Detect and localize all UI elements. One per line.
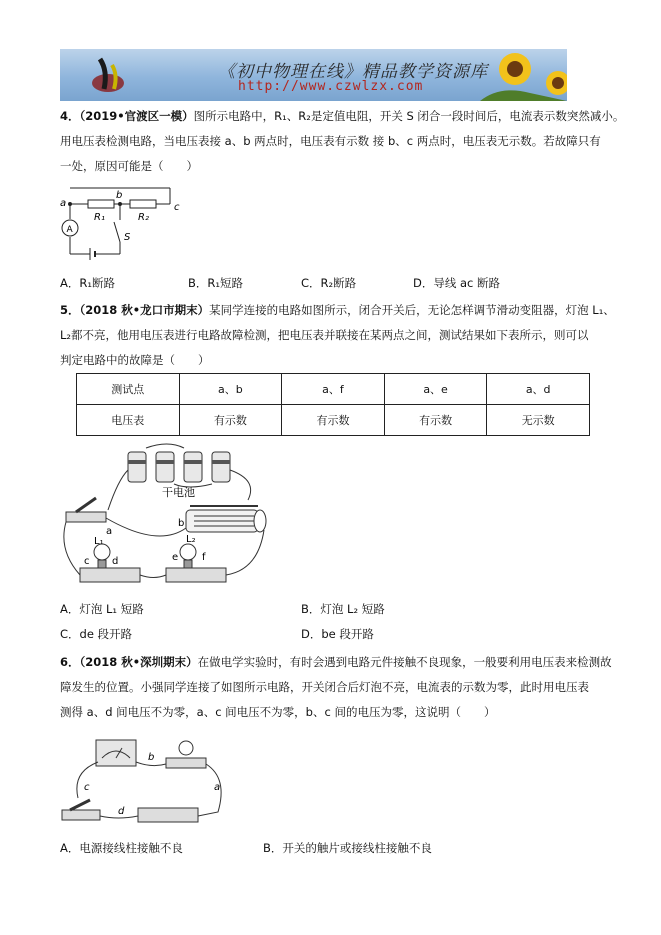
q4-option-c[interactable]: C．R₂断路 [301, 276, 357, 290]
q4-stem-1: 图所示电路中，R₁、R₂是定值电阻，开关 S 闭合一段时间后，电流表示数突然减小。 [193, 109, 625, 123]
q6-label-a: a [214, 782, 221, 793]
q5-label-d: d [112, 556, 119, 567]
q5-label-f: f [202, 552, 206, 563]
q6-circuit-diagram [58, 728, 238, 828]
q6-stem-1: 在做电学实验时，有时会遇到电路元件接触不良现象，一般要利用电压表来检测故 [197, 655, 612, 669]
table-cell: 有示数 [384, 405, 487, 436]
sunflower-decoration [480, 53, 567, 101]
table-cell: 测试点 [77, 374, 180, 405]
table-cell: 无示数 [487, 405, 590, 436]
q5-source: （2018 秋•龙口市期末） [79, 303, 210, 317]
battery-icon [128, 452, 230, 482]
q6-option-a[interactable]: A．电源接线柱接触不良 [60, 841, 183, 855]
q5-line1 [60, 302, 615, 318]
q6-label-b: b [148, 752, 155, 763]
q5-label-a: a [106, 526, 113, 537]
q4-label-r1: R₁ [94, 212, 105, 223]
q4-source: （2019•官渡区一模） [79, 109, 194, 123]
table-cell: a、b [179, 374, 282, 405]
q6-option-b[interactable]: B．开关的触片或接线柱接触不良 [263, 841, 432, 855]
header-banner [60, 49, 567, 101]
banner-url[interactable]: http://www.czwlzx.com [238, 79, 424, 94]
q5-circuit-diagram [58, 440, 278, 592]
table-cell: a、e [384, 374, 487, 405]
ammeter-icon [96, 740, 136, 766]
q4-label-r2: R₂ [138, 212, 149, 223]
q5-stem-1: 某同学连接的电路如图所示，闭合开关后，无论怎样调节滑动变阻器，灯泡 L₁、 [209, 303, 615, 317]
switch-icon [66, 498, 106, 522]
q4-label-s: S [124, 232, 131, 243]
q4-stem-3: 一处，原因可能是（ ） [60, 159, 198, 173]
q4-label-c: c [174, 202, 180, 213]
q5-option-d[interactable]: D．be 段开路 [301, 627, 374, 641]
q5-number: 5． [60, 303, 80, 317]
q5-test-table [76, 373, 590, 436]
ammeter-icon: A [66, 225, 73, 235]
table-cell: 电压表 [77, 405, 180, 436]
q4-number: 4． [60, 109, 80, 123]
q6-stem-2: 障发生的位置。小强同学连接了如图所示电路，开关闭合后灯泡不亮，电流表的示数为零，此时用电压表 [60, 680, 589, 694]
banner-title: 《初中物理在线》精品教学资源库 [218, 62, 488, 82]
rheostat-icon [186, 506, 266, 532]
q5-option-b[interactable]: B．灯泡 L₂ 短路 [301, 602, 385, 616]
table-row [77, 405, 590, 436]
q6-line1 [60, 654, 612, 670]
q6-label-d: d [118, 806, 125, 817]
q6-number: 6． [60, 655, 80, 669]
q5-label-c: c [84, 556, 90, 567]
q6-label-c: c [84, 782, 90, 793]
q6-stem-3: 测得 a、d 间电压不为零，a、c 间电压不为零，b、c 间的电压为零，这说明（ ） [60, 705, 496, 719]
q5-stem-2: L₂都不亮，他用电压表进行电路故障检测，把电压表并联接在某两点之间，测试结果如下表所示，则可以 [60, 328, 589, 342]
q5-stem-3: 判定电路中的故障是（ ） [60, 353, 210, 367]
q5-label-b: b [178, 518, 185, 529]
table-cell: 有示数 [282, 405, 385, 436]
lamp-l2-icon [166, 544, 226, 582]
table-cell: a、d [487, 374, 590, 405]
switch-icon [62, 800, 100, 820]
q5-label-l1: L₁ [94, 536, 104, 547]
table-row [77, 374, 590, 405]
table-cell: 有示数 [179, 405, 282, 436]
table-cell: a、f [282, 374, 385, 405]
q4-option-d[interactable]: D．导线 ac 断路 [413, 276, 501, 290]
q4-label-b: b [116, 190, 123, 201]
q5-label-l2: L₂ [186, 534, 196, 545]
q4-circuit-diagram [58, 180, 208, 266]
q5-battery-label: 干电池 [162, 486, 195, 499]
lamp-icon [166, 741, 206, 768]
q4-label-a: a [60, 198, 67, 209]
q6-source: （2018 秋•深圳期末） [79, 655, 198, 669]
q5-option-c[interactable]: C．de 段开路 [60, 627, 133, 641]
q5-option-a[interactable]: A．灯泡 L₁ 短路 [60, 602, 144, 616]
logo-icon [92, 59, 124, 92]
q5-label-e: e [172, 552, 179, 563]
power-supply-icon [138, 808, 198, 822]
q4-option-b[interactable]: B．R₁短路 [188, 276, 243, 290]
q4-stem-2: 用电压表检测电路，当电压表接 a、b 两点时，电压表有示数 接 b、c 两点时，电压表无示数。若故障只有 [60, 134, 601, 148]
q4-line1 [60, 108, 624, 124]
q4-option-a[interactable]: A．R₁断路 [60, 276, 115, 290]
